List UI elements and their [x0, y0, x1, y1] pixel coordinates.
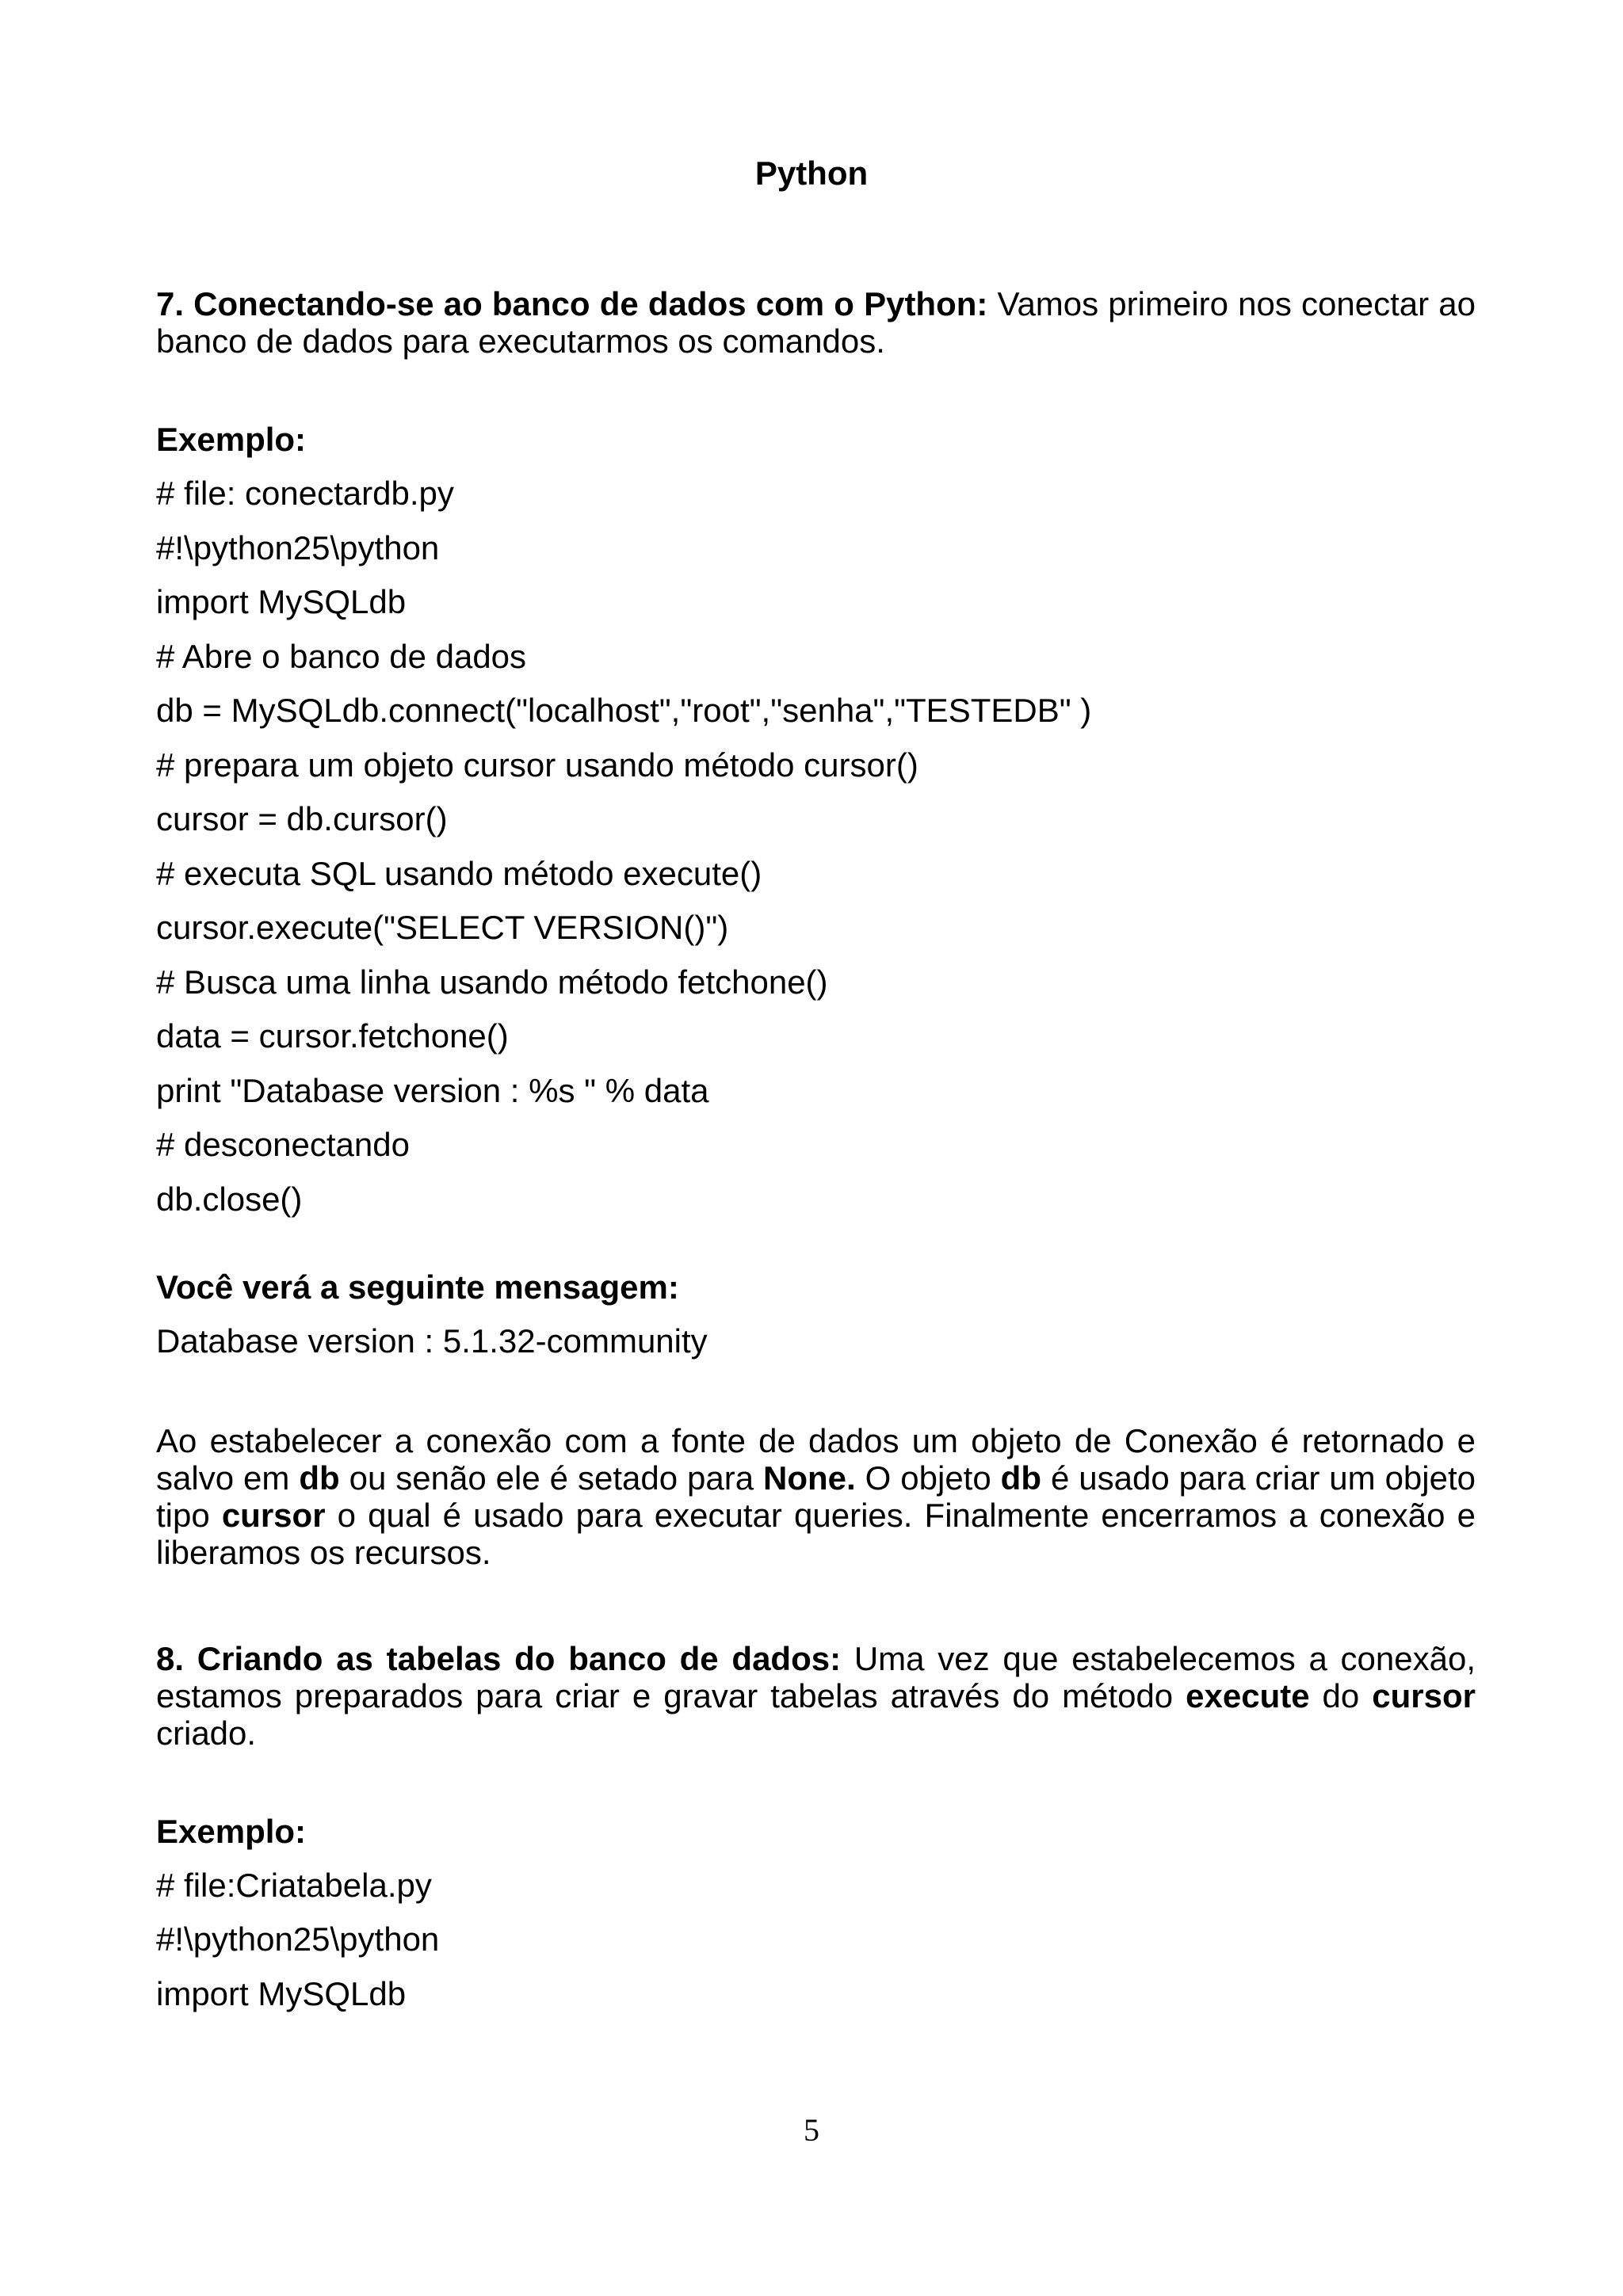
section-7-code-block [156, 467, 1476, 1226]
section-8-bold-execute: execute [1186, 1676, 1310, 1714]
code-line: # file:Criatabela.py [156, 1866, 432, 1904]
section-7-explanation [156, 1422, 1476, 1571]
explanation-text: o qual é usado para executar queries. Finalmente encerramos a conexão e liberamos os recursos. [156, 1496, 1476, 1571]
code-line: db.close() [156, 1180, 303, 1218]
section-8-text: do [1309, 1676, 1373, 1714]
section-7-intro-text: Vamos primeiro nos conectar ao banco de dados para executarmos os comandos. [156, 285, 1476, 360]
code-line: # prepara um objeto cursor usando método cursor() [156, 746, 918, 784]
section-7-intro [156, 285, 1476, 360]
code-line: #!\python25\python [156, 1920, 440, 1958]
section-8-example-label: Exemplo: [156, 1812, 307, 1850]
section-8-heading: 8. Criando as tabelas do banco de dados: [156, 1639, 842, 1677]
section-8-text: Uma vez que estabelecemos a conexão, estamos preparados para criar e gravar tabelas através do método [156, 1639, 1476, 1714]
output-label: Você verá a seguinte mensagem: [156, 1268, 679, 1306]
explanation-bold-db: db [1000, 1459, 1041, 1497]
section-8-intro [156, 1640, 1476, 1752]
code-line: #!\python25\python [156, 528, 440, 566]
code-line: # Busca uma linha usando método fetchone() [156, 963, 828, 1001]
code-line: db = MySQLdb.connect("localhost","root","senha","TESTEDB" ) [156, 692, 1092, 729]
page-title: Python [754, 154, 869, 192]
explanation-bold-cursor: cursor [221, 1496, 326, 1534]
section-8-text: criado. [156, 1714, 257, 1752]
output-text: Database version : 5.1.32-community [156, 1322, 708, 1360]
code-line: import MySQLdb [156, 1974, 407, 2012]
explanation-text: é usado para criar um objeto tipo [156, 1459, 1476, 1534]
explanation-text: Ao estabelecer a conexão com a fonte de dados um objeto de Conexão é retornado e salvo em [156, 1421, 1476, 1497]
code-line: # executa SQL usando método execute() [156, 854, 762, 892]
page-number: 5 [804, 2112, 819, 2148]
section-7-example-label: Exemplo: [156, 421, 307, 458]
code-line: cursor = db.cursor() [156, 800, 448, 837]
code-line: # file: conectardb.py [156, 475, 454, 512]
explanation-text: O objeto [855, 1459, 1001, 1497]
document-body [156, 285, 1476, 2021]
code-line: print "Database version : %s " % data [156, 1071, 709, 1109]
code-line: cursor.execute("SELECT VERSION()") [156, 909, 729, 946]
code-line: import MySQLdb [156, 583, 407, 620]
code-line: # desconectando [156, 1126, 410, 1163]
section-8-code-block [156, 1859, 1476, 2022]
explanation-bold-db: db [299, 1459, 340, 1497]
explanation-bold-none: None. [763, 1459, 856, 1497]
code-line: # Abre o banco de dados [156, 637, 527, 675]
section-7-heading: 7. Conectando-se ao banco de dados com o Python: [156, 285, 988, 322]
code-line: data = cursor.fetchone() [156, 1017, 509, 1055]
explanation-text: ou senão ele é setado para [339, 1459, 764, 1497]
section-8-bold-cursor: cursor [1372, 1676, 1476, 1714]
